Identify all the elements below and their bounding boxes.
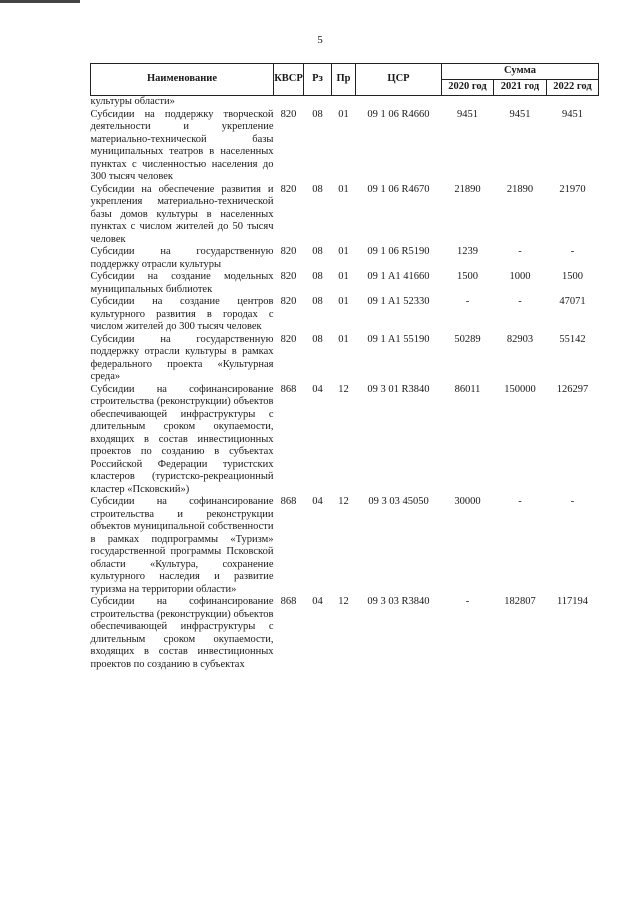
cell-kvsr: 820 bbox=[280, 333, 297, 345]
cell-2021: - bbox=[518, 246, 522, 257]
cell-2022: 47071 bbox=[559, 296, 586, 307]
cell-pr: 12 bbox=[338, 496, 349, 507]
cell-pr: 01 bbox=[338, 271, 349, 282]
cell-2020: 21890 bbox=[454, 183, 481, 195]
header-2021: 2021 год bbox=[494, 80, 547, 96]
cell-2020: 30000 bbox=[454, 496, 481, 507]
continuation-row bbox=[91, 96, 599, 109]
cell-kvsr: 868 bbox=[280, 383, 297, 395]
cell-2020: 9451 bbox=[457, 108, 478, 120]
cell-2020: 1500 bbox=[457, 271, 478, 282]
cell-name: Субсидии на государственную поддержку отрасли культуры в рамках федерального проекта «Культурная среда» bbox=[90, 333, 274, 382]
cell-csr: 09 1 A1 55190 bbox=[367, 333, 430, 345]
cell-name: Субсидии на софинансирование строительства и реконструкции объектов муниципальной собственности в рамках подпрограммы «Туризм» государственной программы Псковской области «Культура, сохранение культурного наследия и развитие туризма на территории области» bbox=[90, 496, 274, 595]
cell-2021: 182807 bbox=[504, 596, 536, 607]
cell-name: Субсидии на государственную поддержку отрасли культуры bbox=[90, 246, 274, 270]
header-rz: Рз bbox=[304, 64, 332, 96]
cell-rz: 08 bbox=[312, 183, 323, 195]
cell-rz: 08 bbox=[312, 108, 323, 120]
cell-rz: 04 bbox=[312, 596, 323, 607]
cell-name: Субсидии на поддержку творческой деятельности и укрепление материально-технической базы муниципальных театров в населенных пунктах с численностью населения до 300 тысяч человек bbox=[90, 108, 274, 182]
cell-2021: 21890 bbox=[506, 183, 534, 195]
cell-name: Субсидии на софинансирование строительства (реконструкции) объектов обеспечивающей инфраструктуры с длительным сроком окупаемости, входящих в состав инвестиционных проектов по созданию в субъектах bbox=[90, 596, 274, 670]
cell-2022: 117194 bbox=[556, 596, 589, 607]
cell-pr: 01 bbox=[338, 296, 349, 307]
header-kvsr: КВСР bbox=[274, 64, 304, 96]
budget-table bbox=[90, 63, 599, 671]
cell-2020: 86011 bbox=[454, 383, 481, 395]
table-row bbox=[91, 334, 599, 384]
cell-rz: 08 bbox=[312, 333, 323, 345]
table-row bbox=[91, 109, 599, 184]
header-pr: Пр bbox=[332, 64, 356, 96]
cell-csr: 09 1 A1 52330 bbox=[367, 296, 430, 307]
page-number: 5 bbox=[317, 34, 323, 46]
cell-2022: 126297 bbox=[556, 383, 589, 395]
table-body bbox=[91, 109, 599, 672]
header-csr: ЦСР bbox=[356, 64, 442, 96]
cell-rz: 08 bbox=[312, 271, 323, 282]
cell-2020: 50289 bbox=[454, 333, 481, 345]
cell-2022: - bbox=[570, 496, 575, 507]
cell-kvsr: 868 bbox=[280, 596, 297, 607]
table-row bbox=[91, 246, 599, 271]
cell-pr: 01 bbox=[338, 183, 349, 195]
cell-csr: 09 1 A1 41660 bbox=[367, 271, 430, 282]
table-row bbox=[91, 271, 599, 296]
cell-name: Субсидии на софинансирование строительства (реконструкции) объектов обеспечивающей инфраструктуры с длительным сроком окупаемости, входящих в состав инвестиционных проектов по созданию в субъектах Российской Федерации туристских кластеров (туристско-рекреационный кластер «Псковский») bbox=[90, 383, 274, 495]
header-2020: 2020 год bbox=[442, 80, 494, 96]
cell-2020: - bbox=[465, 296, 470, 307]
cell-rz: 08 bbox=[312, 246, 323, 257]
cell-2022: - bbox=[570, 246, 575, 257]
cell-2020: - bbox=[465, 596, 470, 607]
cell-pr: 01 bbox=[338, 246, 349, 257]
cell-pr: 01 bbox=[338, 108, 349, 120]
cell-csr: 09 1 06 R4670 bbox=[367, 183, 430, 195]
table-row bbox=[91, 596, 599, 671]
header-2022: 2022 год bbox=[547, 80, 599, 96]
cell-2022: 21970 bbox=[559, 183, 586, 195]
cell-csr: 09 1 06 R5190 bbox=[367, 246, 430, 257]
cell-kvsr: 820 bbox=[280, 246, 297, 257]
cell-2021: 1000 bbox=[509, 271, 531, 282]
cell-2021: - bbox=[518, 296, 522, 307]
cell-kvsr: 820 bbox=[280, 296, 297, 307]
cell-rz: 04 bbox=[312, 496, 323, 507]
table-row bbox=[91, 384, 599, 497]
cell-2021: - bbox=[518, 496, 522, 507]
table-row bbox=[91, 296, 599, 334]
cell-kvsr: 820 bbox=[280, 108, 297, 120]
cell-rz: 08 bbox=[312, 296, 323, 307]
cell-2021: 82903 bbox=[506, 333, 534, 345]
cell-csr: 09 3 03 R3840 bbox=[367, 596, 430, 607]
table-row bbox=[91, 184, 599, 247]
header-sum: Сумма bbox=[442, 64, 599, 80]
cell-2021: 150000 bbox=[504, 383, 536, 395]
scan-edge-mark bbox=[0, 0, 80, 3]
cell-2022: 9451 bbox=[562, 108, 583, 120]
cell-name: Субсидии на обеспечение развития и укрепления материально-технической базы домов культуры в населенных пунктах с числом жителей до 50 тысяч человек bbox=[90, 183, 274, 245]
cell-kvsr: 868 bbox=[280, 496, 297, 507]
cell-2022: 55142 bbox=[559, 333, 586, 345]
cell-kvsr: 820 bbox=[280, 183, 297, 195]
cell-csr: 09 3 01 R3840 bbox=[367, 383, 430, 395]
cell-rz: 04 bbox=[312, 383, 323, 395]
header-name: Наименование bbox=[91, 64, 274, 96]
cell-pr: 01 bbox=[338, 333, 349, 345]
cell-name: Субсидии на создание модельных муниципальных библиотек bbox=[90, 271, 274, 295]
cell-2021: 9451 bbox=[509, 108, 531, 120]
continuation-text: культуры области» bbox=[90, 96, 175, 107]
cell-csr: 09 1 06 R4660 bbox=[367, 108, 430, 120]
table-row bbox=[91, 496, 599, 596]
cell-2020: 1239 bbox=[457, 246, 478, 257]
cell-pr: 12 bbox=[338, 596, 349, 607]
cell-csr: 09 3 03 45050 bbox=[368, 496, 429, 507]
cell-pr: 12 bbox=[338, 383, 349, 395]
cell-2022: 1500 bbox=[562, 271, 583, 282]
cell-kvsr: 820 bbox=[280, 271, 297, 282]
cell-name: Субсидии на создание центров культурного развития в городах с числом жителей до 300 тысяч человек bbox=[90, 296, 274, 332]
